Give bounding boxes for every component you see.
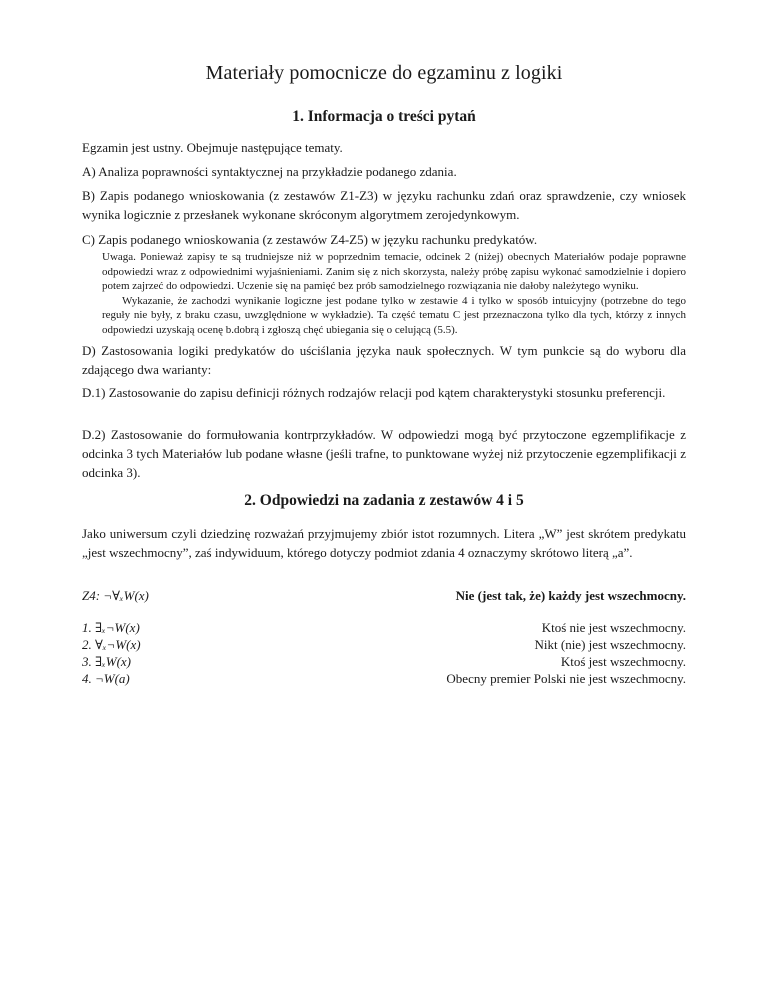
item-text: Obecny premier Polski nie jest wszechmocny. (446, 671, 686, 686)
item-text: Ktoś jest wszechmocny. (560, 654, 686, 669)
item-text: Nikt (nie) jest wszechmocny. (534, 637, 686, 652)
topic-b: B) Zapis podanego wnioskowania (z zestawów Z1-Z3) w języku rachunku zdań oraz sprawdzenie, czy wniosek wynika logicznie z przesłanek wykonane skróconym algorytmem zerojedynkowym. (82, 188, 686, 222)
topic-d1: D.1) Zastosowanie do zapisu definicji różnych rodzajów relacji pod kątem charakterystyki stosunku preferencji. (82, 385, 666, 400)
topic-d2: D.2) Zastosowanie do formułowania kontrprzykładów. W odpowiedzi mogą być przytoczone egzemplifikacje z odcinka 3 tych Materiałów lub podane własne (jeśli trafne, to punktowane wyżej niż przytoczenie egzemplifikacji z odcinka 3). (82, 427, 686, 480)
item-formula: 3. ∃ₓW(x) (82, 654, 132, 669)
section-2-heading: 2. Odpowiedzi na zadania z zestawów 4 i 5 (244, 492, 524, 509)
item-text: Ktoś nie jest wszechmocny. (541, 620, 686, 635)
z4-formula: Z4: ¬∀ₓW(x) (82, 588, 149, 603)
document-page (82, 0, 686, 994)
note-paragraph-2 (102, 294, 686, 338)
z4-text: Nie (jest tak, że) każdy jest wszechmocny. (455, 588, 686, 603)
item-formula: 4. ¬W(a) (82, 671, 130, 686)
item-formula: 1. ∃ₓ¬W(x) (82, 620, 140, 635)
topic-c: C) Zapis podanego wnioskowania (z zestawów Z4-Z5) w języku rachunku predykatów. (82, 232, 538, 247)
document-title: Materiały pomocnicze do egzaminu z logiki (205, 62, 563, 84)
section-1-intro: Egzamin jest ustny. Obejmuje następujące tematy. (82, 140, 343, 155)
topic-a: A) Analiza poprawności syntaktycznej na przykładzie podanego zdania. (82, 164, 457, 179)
note-paragraph-1: Uwaga. Ponieważ zapisy te są trudniejsze niż w poprzednim temacie, odcinek 2 (niżej) obecnych Materiałów podaje poprawne odpowiedzi wraz z odpowiednimi wyjaśnieniami. Zanim się z nich skorzysta, należy próbę zapisu wykonać samodzielnie i dopiero potem zajrzeć do odpowiedzi. Uczenie się na pamięć bez prób samodzielnego rozwiązania nie dałoby należytego wyniku. (102, 251, 686, 292)
section-1-heading: 1. Informacja o treści pytań (292, 108, 476, 125)
section-2-intro: Jako uniwersum czyli dziedzinę rozważań przyjmujemy zbiór istot rozumnych. Litera „W” jest skrótem predykatu „jest wszechmocny”, zaś indywiduum, którego dotyczy podmiot zdania 4 oznaczymy skrótowo literą „a”. (82, 526, 686, 560)
note-paragraph-2-text: Wykazanie, że zachodzi wynikanie logiczne jest podane tylko w zestawie 4 i tylko w sposób intuicyjny (potrzebne do tego reguły nie były, z braku czasu, uwzględnione w wykładzie). Ta część tematu C jest przeznaczona tylko dla tych, którzy z innych odpowiedzi uzyskają ocenę b.dobrą i zgłoszą chęć ubiegania się o celującą (5.5). (102, 294, 686, 336)
item-formula: 2. ∀ₓ¬W(x) (82, 637, 141, 652)
topic-d: D) Zastosowania logiki predykatów do uściślania języka nauk społecznych. W tym punkcie są do wyboru dla zdającego dwa warianty: (82, 343, 686, 377)
topic-c-note (102, 250, 686, 337)
